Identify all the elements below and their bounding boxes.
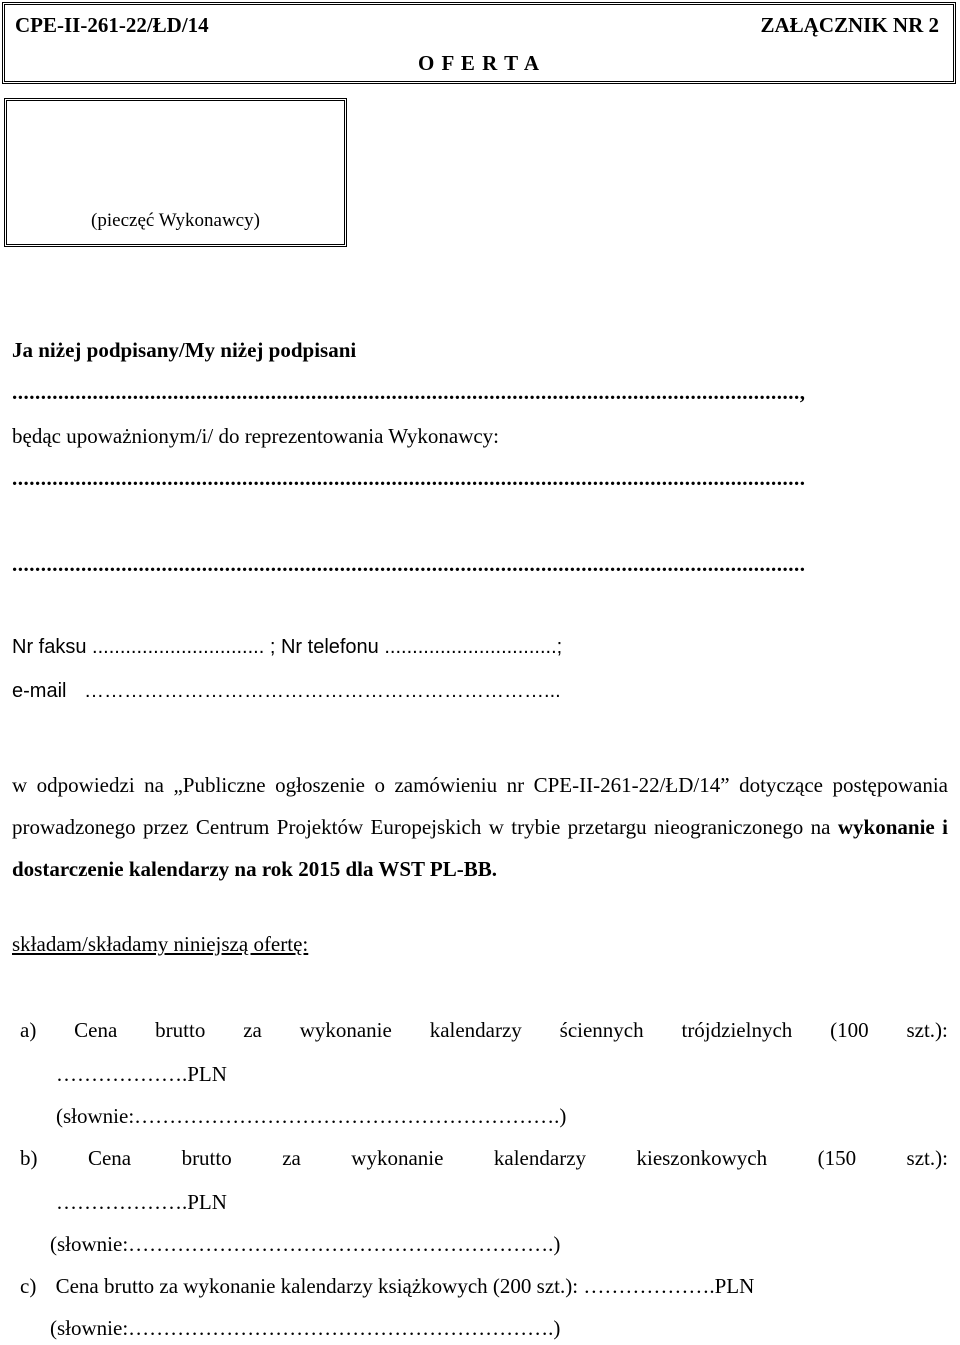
signatory-name-dots: ........................................................................................................................................., <box>12 380 806 404</box>
fax-phone-line <box>12 636 562 659</box>
offer-statement: składam/składamy niniejszą ofertę: <box>12 932 309 956</box>
item-a-word: ściennych <box>559 1018 644 1042</box>
item-c-in-words: (słownie:…………………………………………………….) <box>50 1316 561 1340</box>
item-b-line <box>20 1146 948 1171</box>
item-a-word: Cena <box>74 1018 118 1042</box>
phone-label: ; Nr telefonu <box>269 636 379 658</box>
fax-dots: ............................... <box>92 636 265 658</box>
item-b-word: kieszonkowych <box>636 1146 768 1170</box>
response-subject: wykonanie i dostarczenie kalendarzy na rok 2015 dla WST PL-BB. <box>12 815 948 881</box>
item-c-text: Cena brutto za wykonanie kalendarzy książkowych (200 szt.): <box>55 1274 584 1298</box>
fax-label: Nr faksu <box>12 636 87 658</box>
email-dots: ……………………………………………………………... <box>84 680 561 702</box>
offer-title: O F E R T A <box>417 51 541 75</box>
item-b-word: (150 <box>817 1146 857 1170</box>
contractor-stamp-box <box>4 98 347 247</box>
phone-dots: ...............................; <box>384 636 563 658</box>
item-b-word: brutto <box>181 1146 232 1170</box>
header-box <box>2 2 956 84</box>
item-a-word: szt.): <box>906 1018 948 1042</box>
item-b-word: szt.): <box>906 1146 948 1170</box>
response-text: w odpowiedzi na „Publiczne ogłoszenie o zamówieniu nr CPE-II-261-22/ŁD/14” dotyczące postępowania prowadzonego przez Centrum Projektów Europejskich w trybie przetargu nieograniczonego na <box>12 773 948 839</box>
item-b-word: Cena <box>87 1146 132 1170</box>
item-a-price: ……………….PLN <box>56 1062 227 1086</box>
item-b-in-words: (słownie:…………………………………………………….) <box>50 1232 561 1256</box>
item-a-word: trójdzielnych <box>681 1018 793 1042</box>
item-c-price: ……………….PLN <box>583 1274 755 1298</box>
item-b-price: ……………….PLN <box>56 1190 227 1214</box>
item-c-marker: c) <box>20 1274 37 1298</box>
stamp-label: (pieczęć Wykonawcy) <box>91 210 260 231</box>
item-a-word: (100 <box>830 1018 869 1042</box>
authorized-text: będąc upoważnionym/i/ do reprezentowania Wykonawcy: <box>12 424 500 448</box>
signatory-intro: Ja niżej podpisany/My niżej podpisani <box>12 338 357 362</box>
item-b-word: kalendarzy <box>493 1146 587 1170</box>
item-b-word: wykonanie <box>351 1146 444 1170</box>
item-b-marker: b) <box>20 1146 38 1170</box>
item-a-word: wykonanie <box>299 1018 392 1042</box>
contractor-dots-1: .......................................................................................................................................... <box>12 466 806 490</box>
response-paragraph <box>12 764 948 890</box>
item-a-word: za <box>243 1018 262 1042</box>
email-label: e-mail <box>12 680 67 702</box>
item-b-word: za <box>282 1146 301 1170</box>
contractor-dots-2: .......................................................................................................................................... <box>12 552 806 576</box>
item-a-marker: a) <box>20 1018 37 1042</box>
item-a-word: brutto <box>155 1018 206 1042</box>
email-line <box>12 680 561 703</box>
item-a-line <box>20 1018 948 1043</box>
attachment-label: ZAŁĄCZNIK NR 2 <box>760 13 939 37</box>
item-a-word: kalendarzy <box>429 1018 522 1042</box>
item-a-in-words: (słownie:…………………………………………………….) <box>56 1104 567 1128</box>
document-id: CPE-II-261-22/ŁD/14 <box>15 13 209 37</box>
item-c-line <box>20 1274 948 1299</box>
